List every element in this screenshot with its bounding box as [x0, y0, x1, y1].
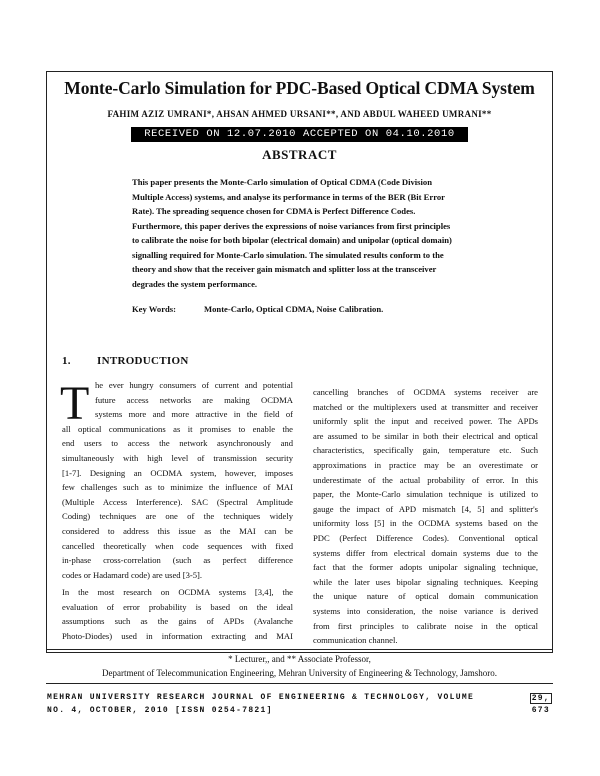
text-line: codes or Hadamard code) are used [3-5].: [62, 569, 203, 580]
text-line: end users to access the network asynchronously and: [62, 438, 293, 449]
text-line: assumptions such as the gains of APDs (Avalanche: [62, 616, 293, 627]
drop-cap: T: [60, 377, 90, 430]
text-line: Coding) techniques are one of the techniques widely: [62, 511, 293, 522]
text-line: (Multiple Access Interference). SAC (Spectral Amplitude: [62, 496, 293, 507]
text-line: simultaneously with high level of transmission security: [62, 452, 293, 463]
abstract-heading: ABSTRACT: [262, 147, 337, 162]
abstract-line: Multiple Access) systems, and analyse its performance in terms of the BER (Bit Error: [132, 191, 445, 202]
text-line: gauge the impact of APD mismatch [4, 5] and splitter's: [313, 503, 538, 514]
paper-title: Monte-Carlo Simulation for PDC-Based Optical CDMA System: [64, 78, 535, 98]
text-line: approximations in practice may be an overestimate or: [313, 459, 538, 470]
left-column-para1-dropcap-lines: [95, 378, 293, 422]
right-column: [313, 385, 538, 648]
keywords-label: Key Words:: [132, 304, 177, 314]
abstract-line: to calibrate the noise for both bipolar (electrical domain) and unipolar (optical domain): [132, 235, 452, 245]
text-line: few challenges such as to minimize the influence of MAI: [62, 482, 293, 493]
abstract-line: Rate). The spreading sequence chosen for CDMA is Perfect Difference Codes.: [132, 206, 416, 216]
footnote-divider: [46, 649, 553, 650]
footnote-bottom-divider: [46, 683, 553, 684]
text-line: In the most research on OCDMA systems [3,4], the: [62, 587, 293, 597]
abstract-line: theory and show that the receiver gain mismatch and splitter loss at the transceiver: [132, 264, 437, 274]
volume-number: 29,: [531, 694, 550, 703]
text-line: in-phase cross-correlation (such as perfect difference: [62, 555, 293, 566]
text-line: uniformly split the input and received power. The APDs: [313, 416, 538, 427]
text-line: the unique nature of optical domain communication: [313, 591, 538, 602]
author-list: FAHIM AZIZ UMRANI*, AHSAN AHMED URSANI**, AND ABDUL WAHEED UMRANI**: [107, 109, 492, 119]
text-line: are assumed to be similar in both their electrical and optical: [313, 430, 538, 441]
journal-footer-line1: [47, 693, 552, 702]
text-line: [1-7]. Designing an OCDMA system, however, imposes: [62, 467, 293, 478]
keywords-value: Monte-Carlo, Optical CDMA, Noise Calibration.: [204, 304, 384, 314]
journal-name: MEHRAN UNIVERSITY RESEARCH JOURNAL OF ENGINEERING & TECHNOLOGY, VOLUME: [47, 693, 475, 702]
text-line: fact that the former adopts unipolar signaling technique,: [313, 562, 538, 573]
text-line: communication channel.: [313, 635, 398, 646]
text-line: Photo-Diodes) used in information extracting and MAI: [62, 630, 293, 641]
text-line: systems more and more attractive in the field of: [95, 409, 293, 420]
text-line: while the later uses bipolar signaling techniques. Keeping: [313, 576, 538, 587]
abstract-line: This paper presents the Monte-Carlo simulation of Optical CDMA (Code Division: [132, 177, 432, 187]
text-line: systems into consideration, the noise variance is derived: [313, 605, 538, 616]
received-date-banner: RECEIVED ON 12.07.2010 ACCEPTED ON 04.10.2010: [131, 127, 468, 142]
abstract-body: [132, 175, 468, 291]
text-line: systems differ from electrical domain systems due to the: [313, 547, 538, 558]
text-line: cancelling branches of OCDMA systems receiver are: [313, 387, 538, 397]
page-number: 673: [531, 706, 550, 715]
abstract-line: degrades the system performance.: [132, 278, 258, 289]
section-title: INTRODUCTION: [97, 355, 189, 367]
abstract-line: signalling required for Monte-Carlo simulation. The simulated results conform to the: [132, 249, 444, 260]
footnote-department: Department of Telecommunication Engineering, Mehran University of Engineering & Technology, Jamshoro.: [102, 668, 497, 678]
text-line: all optical communications as it promises to enable the: [62, 423, 293, 434]
text-line: future access networks are making OCDMA: [95, 394, 293, 405]
text-line: paper, the Monte-Carlo simulation technique is utilized to: [313, 489, 538, 500]
issue-info: NO. 4, OCTOBER, 2010 [ISSN 0254-7821]: [47, 706, 273, 715]
left-column-para2: [62, 585, 293, 643]
abstract-line: Furthermore, this paper derives the expressions of noise variances from first principles: [132, 220, 451, 231]
text-line: matched or the multiplexers used at transmitter and receiver: [313, 401, 538, 412]
section-number: 1.: [62, 355, 71, 367]
journal-footer-line2: [47, 706, 552, 715]
text-line: he ever hungry consumers of current and potential: [95, 380, 293, 390]
text-line: characteristics, specifically gain, temperature etc. Such: [313, 445, 538, 456]
text-line: cancelled theoretically when code sequences with fixed: [62, 540, 293, 551]
text-line: from first principles to calibrate noise in the optical: [313, 620, 538, 631]
text-line: evaluation of error probability is based on the ideal: [62, 601, 293, 612]
text-line: considered to address this issue as the MAI can be: [62, 525, 293, 536]
footnote-affiliation-roles: * Lecturer,, and ** Associate Professor,: [228, 654, 371, 664]
left-column-para1: [62, 422, 293, 583]
text-line: uniformity loss [5] in the OCDMA systems based on the: [313, 518, 538, 529]
text-line: underestimate of the actual probability of error. In this: [313, 474, 538, 485]
text-line: PDC (Perfect Difference Codes). Conventional optical: [313, 532, 538, 543]
